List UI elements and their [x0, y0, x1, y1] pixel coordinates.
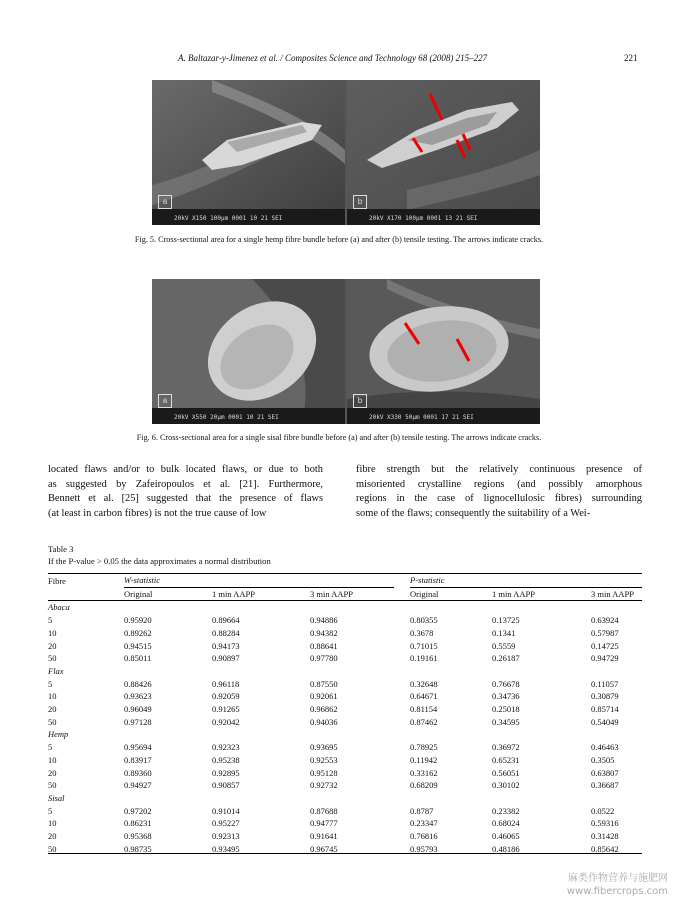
- cell-value: 0.8787: [410, 805, 434, 816]
- subheader: Original: [410, 588, 492, 601]
- cell-value: 0.80355: [410, 615, 438, 626]
- cell-value: 0.1341: [492, 627, 516, 638]
- cell-value: 0.96745: [310, 843, 338, 854]
- cell-value: 0.19161: [410, 653, 438, 664]
- table-row: [48, 652, 642, 665]
- cell-value: 0.92061: [310, 691, 338, 702]
- subheader: 3 min AAPP: [591, 588, 642, 601]
- cell-value: 0.90897: [212, 653, 240, 664]
- cell-value: 0.34595: [492, 716, 520, 727]
- cell-value: 0.11057: [591, 678, 619, 689]
- cell-value: 0.92059: [212, 691, 240, 702]
- text-line: misoriented crystalline regions (and possibly amorphous: [356, 478, 642, 490]
- statistics-table: [48, 573, 642, 855]
- text-line: as suggested by Zafeiropoulos et al. [21]. Furthermore,: [48, 478, 323, 490]
- cell-value: 0.83917: [124, 754, 152, 765]
- text-line: Bennett et al. [25] suggested that the presence of flaws: [48, 493, 323, 505]
- figure-6-panel-a: [152, 279, 345, 424]
- table-row: [48, 805, 642, 818]
- cell-value: 0.92732: [310, 780, 338, 791]
- table-row: [48, 830, 642, 843]
- cell-value: 0.63807: [591, 767, 619, 778]
- text-line: some of the flaws; consequently the suitability of a Wei-: [356, 508, 591, 520]
- cell-value: 0.87688: [310, 805, 338, 816]
- cell-value: 0.59316: [591, 818, 619, 829]
- cell-value: 0.97780: [310, 653, 338, 664]
- group-name: Sisal: [48, 792, 65, 803]
- cell-value: 0.57987: [591, 627, 619, 638]
- cell-value: 0.78925: [410, 742, 438, 753]
- cell-value: 0.94036: [310, 716, 338, 727]
- cell-value: 0.34736: [492, 691, 520, 702]
- cell-value: 0.89360: [124, 767, 152, 778]
- cell-value: 0.87462: [410, 716, 438, 727]
- cell-value: 0.46065: [492, 831, 520, 842]
- cell-value: 0.68024: [492, 818, 520, 829]
- cell-value: 0.3678: [410, 627, 434, 638]
- table-row: [48, 754, 642, 767]
- table-label: Table 3: [48, 544, 74, 554]
- cell-value: 0.94777: [310, 818, 338, 829]
- text-line: (at least in carbon fibres) is not the true cause of low: [48, 508, 267, 520]
- cell-fibre-length: 50: [48, 843, 57, 854]
- cell-value: 0.54049: [591, 716, 619, 727]
- table-row: [48, 627, 642, 640]
- cell-value: 0.95920: [124, 615, 152, 626]
- sem-image-sisal-before: [152, 279, 345, 424]
- cell-fibre-length: 5: [48, 678, 53, 689]
- cell-value: 0.48186: [492, 843, 520, 854]
- cell-value: 0.95694: [124, 742, 152, 753]
- page-number: 221: [624, 53, 638, 63]
- header-fibre: Fibre: [48, 575, 66, 586]
- cell-value: 0.89664: [212, 615, 240, 626]
- figure-5: [152, 80, 540, 225]
- cell-value: 0.23382: [492, 805, 520, 816]
- subheader: 1 min AAPP: [492, 588, 591, 601]
- cell-value: 0.95238: [212, 754, 240, 765]
- cell-value: 0.36972: [492, 742, 520, 753]
- cell-fibre-length: 10: [48, 754, 57, 765]
- cell-value: 0.68209: [410, 780, 438, 791]
- cell-value: 0.95128: [310, 767, 338, 778]
- sem-image-sisal-after: [347, 279, 540, 424]
- figure-6-caption: Fig. 6. Cross-sectional area for a single sisal fibre bundle before (a) and after (b) tensile testing. The arrows indicate cracks.: [136, 433, 542, 442]
- cell-fibre-length: 50: [48, 653, 57, 664]
- cell-value: 0.92323: [212, 742, 240, 753]
- table-row: [48, 614, 642, 627]
- subheader: Original: [124, 588, 212, 601]
- cell-value: 0.0522: [591, 805, 615, 816]
- cell-value: 0.46463: [591, 742, 619, 753]
- table-row: [48, 716, 642, 729]
- cell-value: 0.94886: [310, 615, 338, 626]
- cell-value: 0.87550: [310, 678, 338, 689]
- cell-value: 0.36687: [591, 780, 619, 791]
- table-bottom-rule: [48, 853, 642, 854]
- cell-value: 0.3505: [591, 754, 615, 765]
- cell-value: 0.97128: [124, 716, 152, 727]
- cell-value: 0.26187: [492, 653, 520, 664]
- cell-value: 0.89262: [124, 627, 152, 638]
- cell-value: 0.88641: [310, 640, 338, 651]
- table-group-row: [48, 728, 642, 741]
- cell-fibre-length: 10: [48, 818, 57, 829]
- group-name: Hemp: [48, 729, 69, 740]
- cell-value: 0.92553: [310, 754, 338, 765]
- cell-fibre-length: 20: [48, 640, 57, 651]
- subheader: 1 min AAPP: [212, 588, 310, 601]
- panel-label-b: b: [353, 195, 367, 209]
- cell-fibre-length: 5: [48, 615, 53, 626]
- cell-value: 0.88284: [212, 627, 240, 638]
- cell-value: 0.85642: [591, 843, 619, 854]
- cell-value: 0.96049: [124, 704, 152, 715]
- cell-value: 0.63924: [591, 615, 619, 626]
- table-group-row: [48, 665, 642, 678]
- cell-value: 0.5559: [492, 640, 516, 651]
- cell-value: 0.86231: [124, 818, 152, 829]
- figure-5-panel-b: [347, 80, 540, 225]
- watermark-line-1: 麻类作物营养与施肥网: [568, 873, 668, 884]
- cell-value: 0.91265: [212, 704, 240, 715]
- cell-value: 0.76816: [410, 831, 438, 842]
- cell-value: 0.13725: [492, 615, 520, 626]
- cell-value: 0.93695: [310, 742, 338, 753]
- subheader: 3 min AAPP: [310, 588, 410, 601]
- cell-value: 0.85714: [591, 704, 619, 715]
- cell-value: 0.85011: [124, 653, 152, 664]
- cell-fibre-length: 20: [48, 704, 57, 715]
- p-statistic-label: P-statistic: [410, 574, 642, 588]
- cell-value: 0.92313: [212, 831, 240, 842]
- table-row: [48, 817, 642, 830]
- cell-value: 0.94729: [591, 653, 619, 664]
- cell-value: 0.94382: [310, 627, 338, 638]
- cell-fibre-length: 50: [48, 716, 57, 727]
- cell-fibre-length: 10: [48, 627, 57, 638]
- table-group-row: [48, 792, 642, 805]
- table-row: [48, 779, 642, 792]
- cell-value: 0.14725: [591, 640, 619, 651]
- cell-value: 0.91014: [212, 805, 240, 816]
- cell-value: 0.31428: [591, 831, 619, 842]
- cell-value: 0.93495: [212, 843, 240, 854]
- cell-fibre-length: 20: [48, 831, 57, 842]
- w-statistic-label: W-statistic: [124, 574, 394, 588]
- cell-value: 0.30102: [492, 780, 520, 791]
- cell-fibre-length: 50: [48, 780, 57, 791]
- cell-value: 0.96118: [212, 678, 240, 689]
- cell-value: 0.95368: [124, 831, 152, 842]
- cell-value: 0.90857: [212, 780, 240, 791]
- cell-fibre-length: 20: [48, 767, 57, 778]
- table-row: [48, 767, 642, 780]
- panel-label-a: a: [158, 195, 172, 209]
- table-row: [48, 703, 642, 716]
- cell-value: 0.30879: [591, 691, 619, 702]
- table-title: If the P-value > 0.05 the data approximates a normal distribution: [48, 556, 271, 566]
- body-text-left: [48, 463, 323, 522]
- cell-value: 0.25018: [492, 704, 520, 715]
- cell-value: 0.94173: [212, 640, 240, 651]
- table-row: [48, 640, 642, 653]
- group-name: Abaca: [48, 602, 70, 613]
- cell-value: 0.95227: [212, 818, 240, 829]
- figure-5-caption: Fig. 5. Cross-sectional area for a single hemp fibre bundle before (a) and after (b) tensile testing. The arrows indicate cracks.: [134, 235, 544, 244]
- cell-value: 0.65231: [492, 754, 520, 765]
- sem-info-text: 20kV X170 100μm 0001 13 21 SEI: [369, 215, 478, 222]
- watermark: [567, 872, 668, 898]
- table-row: [48, 678, 642, 691]
- cell-value: 0.11942: [410, 754, 438, 765]
- figure-5-panel-a: [152, 80, 345, 225]
- cell-value: 0.97202: [124, 805, 152, 816]
- cell-value: 0.96862: [310, 704, 338, 715]
- sem-image-hemp-after: [347, 80, 540, 225]
- cell-value: 0.95793: [410, 843, 438, 854]
- group-header-w: [124, 574, 410, 588]
- cell-value: 0.88426: [124, 678, 152, 689]
- cell-value: 0.93623: [124, 691, 152, 702]
- cell-value: 0.94515: [124, 640, 152, 651]
- cell-value: 0.71015: [410, 640, 438, 651]
- cell-value: 0.56051: [492, 767, 520, 778]
- cell-value: 0.76678: [492, 678, 520, 689]
- table-group-row: [48, 601, 642, 614]
- table-row: [48, 741, 642, 754]
- panel-label-a: a: [158, 394, 172, 408]
- text-line: fibre strength but the relatively continuous presence of: [356, 464, 642, 475]
- cell-value: 0.98735: [124, 843, 152, 854]
- figure-6-panel-b: [347, 279, 540, 424]
- cell-fibre-length: 5: [48, 742, 53, 753]
- cell-value: 0.23347: [410, 818, 438, 829]
- cell-value: 0.64671: [410, 691, 438, 702]
- sem-info-text: 20kV X150 100μm 0001 10 21 SEI: [174, 215, 283, 222]
- group-name: Flax: [48, 665, 64, 676]
- cell-value: 0.92895: [212, 767, 240, 778]
- sem-info-text: 20kV X550 20μm 0001 10 21 SEI: [174, 414, 279, 421]
- watermark-line-2: www.fibercrops.com: [566, 886, 668, 897]
- table-row: [48, 690, 642, 703]
- group-header-p: [410, 574, 642, 588]
- text-line: located flaws and/or to bulk located flaws, or due to both: [48, 464, 323, 475]
- cell-value: 0.32648: [410, 678, 438, 689]
- cell-value: 0.33162: [410, 767, 438, 778]
- sem-info-text: 20kV X330 50μm 0001 17 21 SEI: [369, 414, 474, 421]
- cell-fibre-length: 10: [48, 691, 57, 702]
- panel-label-b: b: [353, 394, 367, 408]
- cell-value: 0.91641: [310, 831, 338, 842]
- sem-image-hemp-before: [152, 80, 345, 225]
- cell-value: 0.92042: [212, 716, 240, 727]
- cell-fibre-length: 5: [48, 805, 53, 816]
- cell-value: 0.81154: [410, 704, 438, 715]
- text-line: regions in the case of lignocellulosic fibres) surrounding: [356, 493, 642, 505]
- running-title: A. Baltazar-y-Jimenez et al. / Composites Science and Technology 68 (2008) 215–227: [178, 53, 488, 63]
- figure-6: [152, 279, 540, 424]
- table-body: [48, 601, 642, 856]
- body-text-right: [356, 463, 642, 522]
- cell-value: 0.94927: [124, 780, 152, 791]
